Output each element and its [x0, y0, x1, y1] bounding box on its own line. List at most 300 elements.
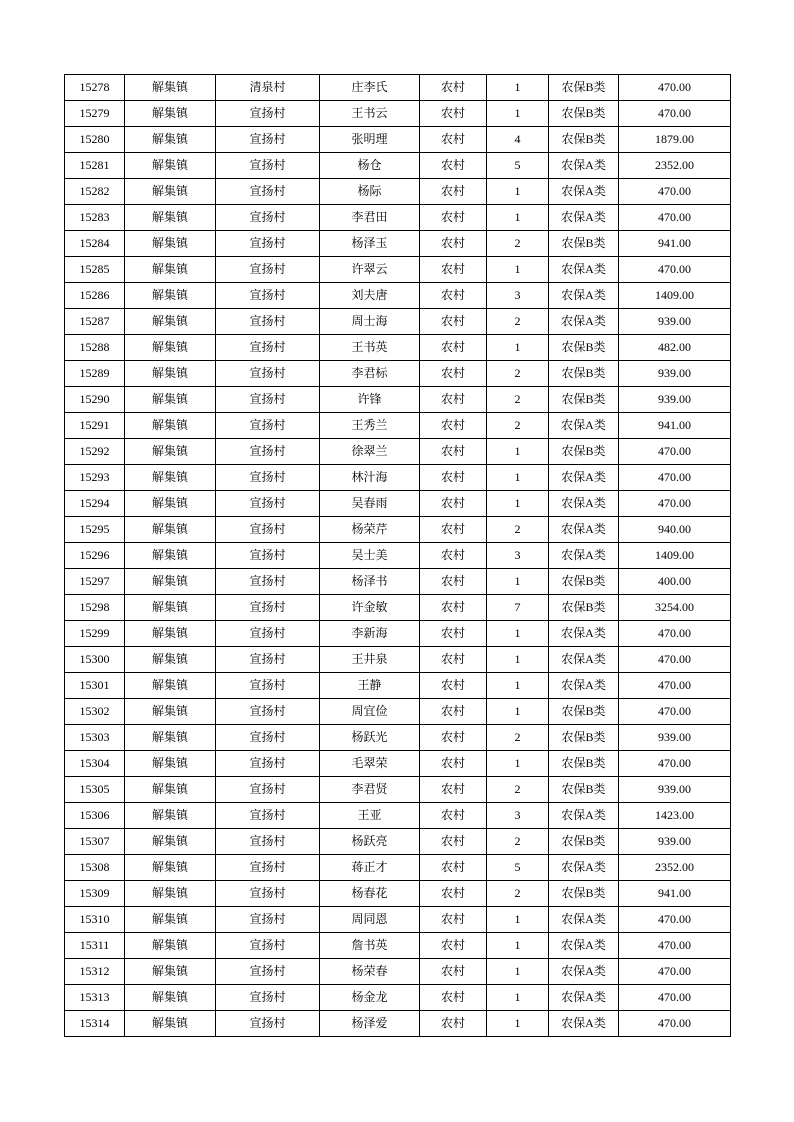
table-body	[65, 75, 731, 1037]
cell-amount: 1423.00	[619, 803, 731, 829]
table-row	[65, 413, 731, 439]
cell-amount: 939.00	[619, 725, 731, 751]
cell-town: 解集镇	[125, 205, 216, 231]
cell-amount: 939.00	[619, 387, 731, 413]
cell-id: 15287	[65, 309, 125, 335]
cell-amount: 470.00	[619, 75, 731, 101]
cell-town: 解集镇	[125, 231, 216, 257]
cell-amount: 1879.00	[619, 127, 731, 153]
cell-person-name: 杨金龙	[320, 985, 420, 1011]
table-row	[65, 569, 731, 595]
cell-amount: 939.00	[619, 777, 731, 803]
cell-person-name: 杨际	[320, 179, 420, 205]
table-row	[65, 647, 731, 673]
cell-village: 宣扬村	[216, 985, 320, 1011]
cell-count: 1	[487, 569, 549, 595]
cell-insurance-category: 农保A类	[549, 309, 619, 335]
cell-person-name: 许金敏	[320, 595, 420, 621]
cell-id: 15297	[65, 569, 125, 595]
cell-village: 宣扬村	[216, 283, 320, 309]
cell-residence-type: 农村	[420, 517, 487, 543]
cell-count: 1	[487, 439, 549, 465]
cell-town: 解集镇	[125, 855, 216, 881]
cell-town: 解集镇	[125, 387, 216, 413]
cell-town: 解集镇	[125, 361, 216, 387]
cell-residence-type: 农村	[420, 673, 487, 699]
cell-person-name: 王亚	[320, 803, 420, 829]
cell-residence-type: 农村	[420, 491, 487, 517]
cell-amount: 939.00	[619, 309, 731, 335]
cell-id: 15309	[65, 881, 125, 907]
cell-insurance-category: 农保A类	[549, 413, 619, 439]
cell-count: 1	[487, 75, 549, 101]
cell-amount: 2352.00	[619, 153, 731, 179]
cell-town: 解集镇	[125, 985, 216, 1011]
cell-residence-type: 农村	[420, 829, 487, 855]
cell-amount: 482.00	[619, 335, 731, 361]
cell-count: 2	[487, 231, 549, 257]
cell-id: 15312	[65, 959, 125, 985]
cell-insurance-category: 农保A类	[549, 491, 619, 517]
cell-residence-type: 农村	[420, 569, 487, 595]
cell-village: 宣扬村	[216, 647, 320, 673]
cell-person-name: 周宜俭	[320, 699, 420, 725]
cell-id: 15286	[65, 283, 125, 309]
cell-town: 解集镇	[125, 75, 216, 101]
cell-insurance-category: 农保B类	[549, 595, 619, 621]
cell-count: 1	[487, 959, 549, 985]
cell-id: 15290	[65, 387, 125, 413]
cell-amount: 470.00	[619, 439, 731, 465]
table-row	[65, 803, 731, 829]
cell-residence-type: 农村	[420, 621, 487, 647]
cell-village: 宣扬村	[216, 153, 320, 179]
cell-residence-type: 农村	[420, 179, 487, 205]
cell-residence-type: 农村	[420, 933, 487, 959]
table-row	[65, 725, 731, 751]
cell-residence-type: 农村	[420, 725, 487, 751]
cell-count: 1	[487, 985, 549, 1011]
cell-id: 15294	[65, 491, 125, 517]
cell-residence-type: 农村	[420, 361, 487, 387]
cell-person-name: 杨荣芹	[320, 517, 420, 543]
cell-id: 15302	[65, 699, 125, 725]
cell-insurance-category: 农保A类	[549, 855, 619, 881]
cell-village: 宣扬村	[216, 855, 320, 881]
cell-count: 7	[487, 595, 549, 621]
table-row	[65, 621, 731, 647]
cell-residence-type: 农村	[420, 335, 487, 361]
cell-insurance-category: 农保A类	[549, 543, 619, 569]
cell-insurance-category: 农保B类	[549, 231, 619, 257]
table-row	[65, 101, 731, 127]
cell-residence-type: 农村	[420, 777, 487, 803]
cell-person-name: 毛翠荣	[320, 751, 420, 777]
cell-amount: 941.00	[619, 413, 731, 439]
cell-town: 解集镇	[125, 283, 216, 309]
cell-person-name: 许翠云	[320, 257, 420, 283]
cell-count: 2	[487, 413, 549, 439]
table-row	[65, 179, 731, 205]
cell-residence-type: 农村	[420, 309, 487, 335]
cell-person-name: 庄李氏	[320, 75, 420, 101]
cell-amount: 470.00	[619, 257, 731, 283]
cell-insurance-category: 农保A类	[549, 959, 619, 985]
cell-amount: 470.00	[619, 673, 731, 699]
cell-town: 解集镇	[125, 881, 216, 907]
cell-residence-type: 农村	[420, 803, 487, 829]
cell-count: 2	[487, 881, 549, 907]
cell-amount: 470.00	[619, 751, 731, 777]
cell-insurance-category: 农保B类	[549, 725, 619, 751]
cell-village: 宣扬村	[216, 569, 320, 595]
cell-amount: 470.00	[619, 621, 731, 647]
cell-amount: 470.00	[619, 491, 731, 517]
table-row	[65, 829, 731, 855]
cell-person-name: 李君田	[320, 205, 420, 231]
cell-person-name: 吴士美	[320, 543, 420, 569]
cell-person-name: 王书英	[320, 335, 420, 361]
cell-person-name: 王静	[320, 673, 420, 699]
table-row	[65, 335, 731, 361]
cell-count: 1	[487, 673, 549, 699]
cell-residence-type: 农村	[420, 257, 487, 283]
cell-id: 15281	[65, 153, 125, 179]
cell-residence-type: 农村	[420, 387, 487, 413]
cell-person-name: 杨泽书	[320, 569, 420, 595]
subsidy-table	[64, 74, 731, 1037]
cell-count: 1	[487, 1011, 549, 1037]
cell-id: 15310	[65, 907, 125, 933]
cell-town: 解集镇	[125, 543, 216, 569]
table-row	[65, 205, 731, 231]
cell-residence-type: 农村	[420, 439, 487, 465]
cell-id: 15288	[65, 335, 125, 361]
cell-person-name: 吴春雨	[320, 491, 420, 517]
cell-id: 15303	[65, 725, 125, 751]
cell-amount: 470.00	[619, 699, 731, 725]
cell-amount: 470.00	[619, 101, 731, 127]
cell-id: 15305	[65, 777, 125, 803]
cell-town: 解集镇	[125, 101, 216, 127]
cell-amount: 470.00	[619, 1011, 731, 1037]
cell-count: 4	[487, 127, 549, 153]
cell-village: 宣扬村	[216, 517, 320, 543]
cell-town: 解集镇	[125, 933, 216, 959]
cell-amount: 470.00	[619, 959, 731, 985]
cell-id: 15301	[65, 673, 125, 699]
table-row	[65, 959, 731, 985]
cell-insurance-category: 农保A类	[549, 179, 619, 205]
table-row	[65, 751, 731, 777]
cell-person-name: 林汁海	[320, 465, 420, 491]
cell-amount: 939.00	[619, 361, 731, 387]
cell-count: 5	[487, 153, 549, 179]
cell-insurance-category: 农保B类	[549, 335, 619, 361]
cell-count: 1	[487, 699, 549, 725]
cell-insurance-category: 农保B类	[549, 439, 619, 465]
cell-count: 1	[487, 933, 549, 959]
cell-id: 15298	[65, 595, 125, 621]
cell-count: 5	[487, 855, 549, 881]
cell-amount: 941.00	[619, 231, 731, 257]
cell-amount: 470.00	[619, 985, 731, 1011]
cell-insurance-category: 农保B类	[549, 387, 619, 413]
cell-count: 2	[487, 829, 549, 855]
cell-village: 宣扬村	[216, 673, 320, 699]
cell-residence-type: 农村	[420, 881, 487, 907]
cell-residence-type: 农村	[420, 413, 487, 439]
cell-insurance-category: 农保B类	[549, 569, 619, 595]
cell-town: 解集镇	[125, 595, 216, 621]
table-row	[65, 855, 731, 881]
cell-id: 15311	[65, 933, 125, 959]
cell-insurance-category: 农保A类	[549, 907, 619, 933]
cell-person-name: 李君标	[320, 361, 420, 387]
cell-id: 15280	[65, 127, 125, 153]
cell-town: 解集镇	[125, 621, 216, 647]
cell-insurance-category: 农保B类	[549, 75, 619, 101]
cell-village: 宣扬村	[216, 179, 320, 205]
cell-village: 宣扬村	[216, 725, 320, 751]
table-row	[65, 153, 731, 179]
cell-town: 解集镇	[125, 569, 216, 595]
cell-person-name: 蒋正才	[320, 855, 420, 881]
table-row	[65, 517, 731, 543]
cell-count: 2	[487, 309, 549, 335]
table-row	[65, 543, 731, 569]
cell-count: 1	[487, 205, 549, 231]
cell-amount: 470.00	[619, 907, 731, 933]
cell-residence-type: 农村	[420, 153, 487, 179]
cell-village: 宣扬村	[216, 205, 320, 231]
cell-amount: 940.00	[619, 517, 731, 543]
cell-village: 宣扬村	[216, 387, 320, 413]
cell-person-name: 杨泽爱	[320, 1011, 420, 1037]
cell-town: 解集镇	[125, 257, 216, 283]
cell-amount: 470.00	[619, 205, 731, 231]
cell-insurance-category: 农保A类	[549, 153, 619, 179]
cell-residence-type: 农村	[420, 205, 487, 231]
cell-residence-type: 农村	[420, 699, 487, 725]
cell-village: 宣扬村	[216, 257, 320, 283]
cell-insurance-category: 农保A类	[549, 933, 619, 959]
cell-village: 宣扬村	[216, 959, 320, 985]
cell-insurance-category: 农保B类	[549, 127, 619, 153]
table-row	[65, 387, 731, 413]
cell-residence-type: 农村	[420, 595, 487, 621]
cell-count: 1	[487, 101, 549, 127]
cell-town: 解集镇	[125, 829, 216, 855]
cell-count: 3	[487, 543, 549, 569]
table-row	[65, 127, 731, 153]
cell-amount: 400.00	[619, 569, 731, 595]
cell-id: 15289	[65, 361, 125, 387]
cell-person-name: 周同恩	[320, 907, 420, 933]
cell-person-name: 杨仓	[320, 153, 420, 179]
cell-town: 解集镇	[125, 335, 216, 361]
cell-village: 宣扬村	[216, 309, 320, 335]
cell-insurance-category: 农保B类	[549, 829, 619, 855]
cell-count: 1	[487, 647, 549, 673]
cell-residence-type: 农村	[420, 543, 487, 569]
cell-count: 2	[487, 517, 549, 543]
cell-id: 15279	[65, 101, 125, 127]
cell-amount: 939.00	[619, 829, 731, 855]
cell-village: 宣扬村	[216, 907, 320, 933]
cell-residence-type: 农村	[420, 231, 487, 257]
table-row	[65, 491, 731, 517]
table-row	[65, 933, 731, 959]
cell-id: 15299	[65, 621, 125, 647]
cell-insurance-category: 农保A类	[549, 621, 619, 647]
cell-town: 解集镇	[125, 803, 216, 829]
cell-insurance-category: 农保B类	[549, 881, 619, 907]
cell-count: 1	[487, 907, 549, 933]
cell-town: 解集镇	[125, 439, 216, 465]
cell-insurance-category: 农保A类	[549, 673, 619, 699]
cell-id: 15307	[65, 829, 125, 855]
table-row	[65, 257, 731, 283]
table-row	[65, 777, 731, 803]
cell-town: 解集镇	[125, 777, 216, 803]
cell-residence-type: 农村	[420, 1011, 487, 1037]
cell-insurance-category: 农保B类	[549, 751, 619, 777]
cell-town: 解集镇	[125, 153, 216, 179]
cell-person-name: 王书云	[320, 101, 420, 127]
cell-residence-type: 农村	[420, 959, 487, 985]
cell-village: 宣扬村	[216, 751, 320, 777]
cell-count: 2	[487, 725, 549, 751]
cell-person-name: 杨跃亮	[320, 829, 420, 855]
cell-count: 1	[487, 621, 549, 647]
cell-village: 宣扬村	[216, 543, 320, 569]
cell-insurance-category: 农保A类	[549, 1011, 619, 1037]
cell-village: 宣扬村	[216, 127, 320, 153]
cell-insurance-category: 农保B类	[549, 699, 619, 725]
cell-amount: 3254.00	[619, 595, 731, 621]
cell-person-name: 杨泽玉	[320, 231, 420, 257]
cell-town: 解集镇	[125, 465, 216, 491]
cell-amount: 941.00	[619, 881, 731, 907]
cell-village: 宣扬村	[216, 361, 320, 387]
cell-id: 15295	[65, 517, 125, 543]
cell-insurance-category: 农保A类	[549, 205, 619, 231]
cell-village: 宣扬村	[216, 829, 320, 855]
cell-count: 2	[487, 777, 549, 803]
cell-town: 解集镇	[125, 413, 216, 439]
cell-residence-type: 农村	[420, 985, 487, 1011]
cell-count: 2	[487, 387, 549, 413]
cell-amount: 470.00	[619, 179, 731, 205]
table-row	[65, 283, 731, 309]
cell-residence-type: 农村	[420, 855, 487, 881]
cell-amount: 470.00	[619, 465, 731, 491]
cell-count: 1	[487, 335, 549, 361]
cell-amount: 1409.00	[619, 283, 731, 309]
cell-person-name: 詹书英	[320, 933, 420, 959]
cell-village: 宣扬村	[216, 335, 320, 361]
cell-residence-type: 农村	[420, 127, 487, 153]
cell-town: 解集镇	[125, 959, 216, 985]
cell-count: 1	[487, 491, 549, 517]
cell-town: 解集镇	[125, 179, 216, 205]
cell-village: 宣扬村	[216, 595, 320, 621]
cell-village: 宣扬村	[216, 491, 320, 517]
cell-village: 宣扬村	[216, 699, 320, 725]
cell-id: 15293	[65, 465, 125, 491]
cell-insurance-category: 农保B类	[549, 777, 619, 803]
cell-village: 宣扬村	[216, 803, 320, 829]
cell-person-name: 李君贤	[320, 777, 420, 803]
cell-village: 宣扬村	[216, 413, 320, 439]
cell-id: 15306	[65, 803, 125, 829]
cell-village: 宣扬村	[216, 465, 320, 491]
cell-id: 15304	[65, 751, 125, 777]
cell-id: 15282	[65, 179, 125, 205]
cell-town: 解集镇	[125, 1011, 216, 1037]
table-row	[65, 907, 731, 933]
cell-insurance-category: 农保A类	[549, 283, 619, 309]
table-row	[65, 75, 731, 101]
cell-person-name: 张明理	[320, 127, 420, 153]
cell-person-name: 杨荣春	[320, 959, 420, 985]
cell-person-name: 刘夫唐	[320, 283, 420, 309]
cell-id: 15314	[65, 1011, 125, 1037]
cell-town: 解集镇	[125, 699, 216, 725]
table-row	[65, 699, 731, 725]
cell-id: 15313	[65, 985, 125, 1011]
cell-insurance-category: 农保A类	[549, 517, 619, 543]
cell-id: 15300	[65, 647, 125, 673]
cell-village: 宣扬村	[216, 621, 320, 647]
cell-amount: 470.00	[619, 933, 731, 959]
cell-count: 3	[487, 803, 549, 829]
table-row	[65, 595, 731, 621]
table-row	[65, 985, 731, 1011]
cell-residence-type: 农村	[420, 283, 487, 309]
cell-town: 解集镇	[125, 127, 216, 153]
cell-insurance-category: 农保A类	[549, 465, 619, 491]
cell-town: 解集镇	[125, 751, 216, 777]
cell-amount: 470.00	[619, 647, 731, 673]
cell-id: 15291	[65, 413, 125, 439]
cell-residence-type: 农村	[420, 647, 487, 673]
cell-village: 宣扬村	[216, 101, 320, 127]
cell-id: 15285	[65, 257, 125, 283]
cell-person-name: 杨春花	[320, 881, 420, 907]
cell-person-name: 王井泉	[320, 647, 420, 673]
cell-person-name: 周士海	[320, 309, 420, 335]
cell-town: 解集镇	[125, 309, 216, 335]
cell-residence-type: 农村	[420, 101, 487, 127]
cell-person-name: 李新海	[320, 621, 420, 647]
cell-village: 宣扬村	[216, 933, 320, 959]
cell-residence-type: 农村	[420, 465, 487, 491]
cell-residence-type: 农村	[420, 907, 487, 933]
cell-insurance-category: 农保A类	[549, 647, 619, 673]
cell-insurance-category: 农保A类	[549, 985, 619, 1011]
cell-count: 3	[487, 283, 549, 309]
cell-amount: 1409.00	[619, 543, 731, 569]
cell-village: 宣扬村	[216, 439, 320, 465]
cell-count: 1	[487, 179, 549, 205]
cell-insurance-category: 农保B类	[549, 361, 619, 387]
cell-insurance-category: 农保A类	[549, 257, 619, 283]
cell-count: 2	[487, 361, 549, 387]
cell-person-name: 杨跃光	[320, 725, 420, 751]
cell-id: 15283	[65, 205, 125, 231]
